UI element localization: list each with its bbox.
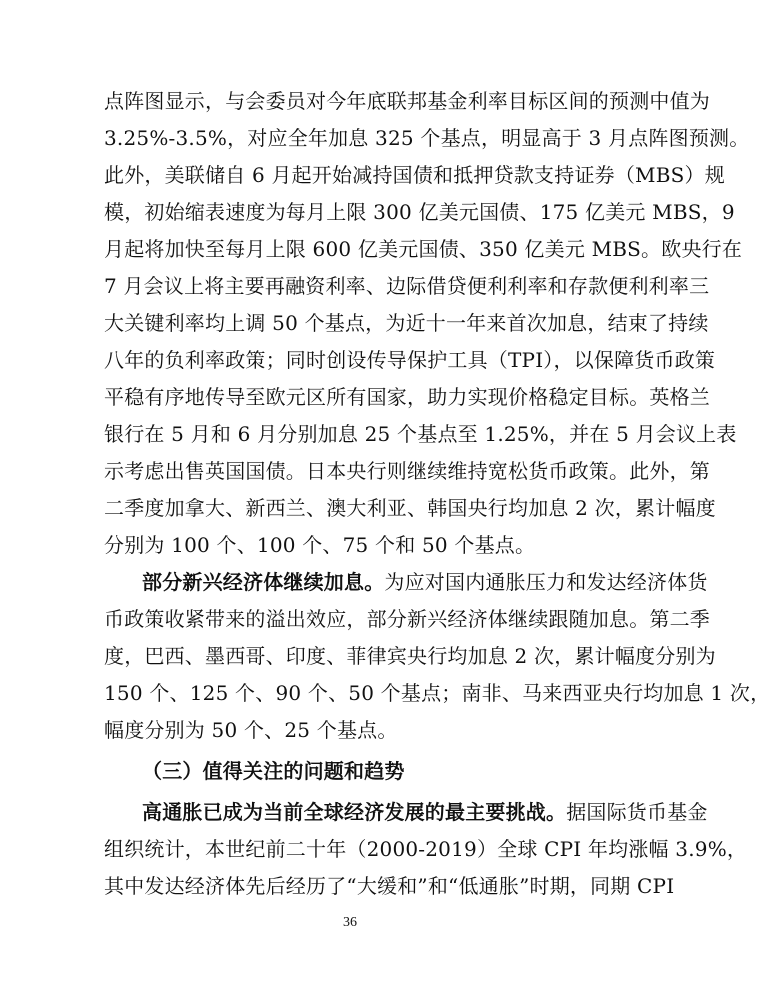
body-text-line: 150 个、125 个、90 个、50 个基点；南非、马来西亚央行均加息 1 次， <box>104 681 770 705</box>
body-text-line: 大关键利率均上调 50 个基点，为近十一年来首次加息，结束了持续 <box>104 311 709 335</box>
paragraph-lead-bold: 高通胀已成为当前全球经济发展的最主要挑战。 <box>142 800 567 824</box>
body-text-line: 此外，美联储自 6 月起开始减持国债和抵押贷款支持证券（MBS）规 <box>104 163 725 187</box>
section-heading: （三）值得关注的问题和趋势 <box>142 759 405 783</box>
body-text-line: 组织统计，本世纪前二十年（2000-2019）全球 CPI 年均涨幅 3.9%， <box>104 837 748 861</box>
paragraph-lead-rest: 为应对国内通胀压力和发达经济体货 <box>384 570 708 594</box>
paragraph-lead-rest: 据国际货币基金 <box>566 800 708 824</box>
body-text-line: 示考虑出售英国国债。日本央行则继续维持宽松货币政策。此外，第 <box>104 459 710 483</box>
body-text-line: 银行在 5 月和 6 月分别加息 25 个基点至 1.25%，并在 5 月会议上表 <box>104 422 737 446</box>
body-text-line: 二季度加拿大、新西兰、澳大利亚、韩国央行均加息 2 次，累计幅度 <box>104 496 716 520</box>
paragraph-first-line <box>142 569 708 595</box>
page-number: 36 <box>343 915 357 930</box>
body-text-line: 3.25%-3.5%，对应全年加息 325 个基点，明显高于 3 月点阵图预测。 <box>104 126 750 150</box>
body-text-line: 八年的负利率政策；同时创设传导保护工具（TPI），以保障货币政策 <box>104 348 716 372</box>
paragraph-lead-bold: 部分新兴经济体继续加息。 <box>142 570 385 594</box>
body-text-line: 月起将加快至每月上限 600 亿美元国债、350 亿美元 MBS。欧央行在 <box>104 237 743 261</box>
body-text-line: 度，巴西、墨西哥、印度、菲律宾央行均加息 2 次，累计幅度分别为 <box>104 644 716 668</box>
body-text-line: 币政策收紧带来的溢出效应，部分新兴经济体继续跟随加息。第二季 <box>104 607 710 631</box>
body-text-line: 幅度分别为 50 个、25 个基点。 <box>104 718 398 742</box>
body-text-line: 模，初始缩表速度为每月上限 300 亿美元国债、175 亿美元 MBS，9 <box>104 200 735 224</box>
body-text-line: 7 月会议上将主要再融资利率、边际借贷便利利率和存款便利利率三 <box>104 274 710 298</box>
body-text-line: 平稳有序地传导至欧元区所有国家，助力实现价格稳定目标。英格兰 <box>104 385 710 409</box>
body-text-line: 其中发达经济体先后经历了“大缓和”和“低通胀”时期，同期 CPI <box>104 874 675 898</box>
paragraph-first-line <box>142 799 708 825</box>
body-text-line: 点阵图显示，与会委员对今年底联邦基金利率目标区间的预测中值为 <box>104 89 710 113</box>
body-text-line: 分别为 100 个、100 个、75 个和 50 个基点。 <box>104 533 536 557</box>
